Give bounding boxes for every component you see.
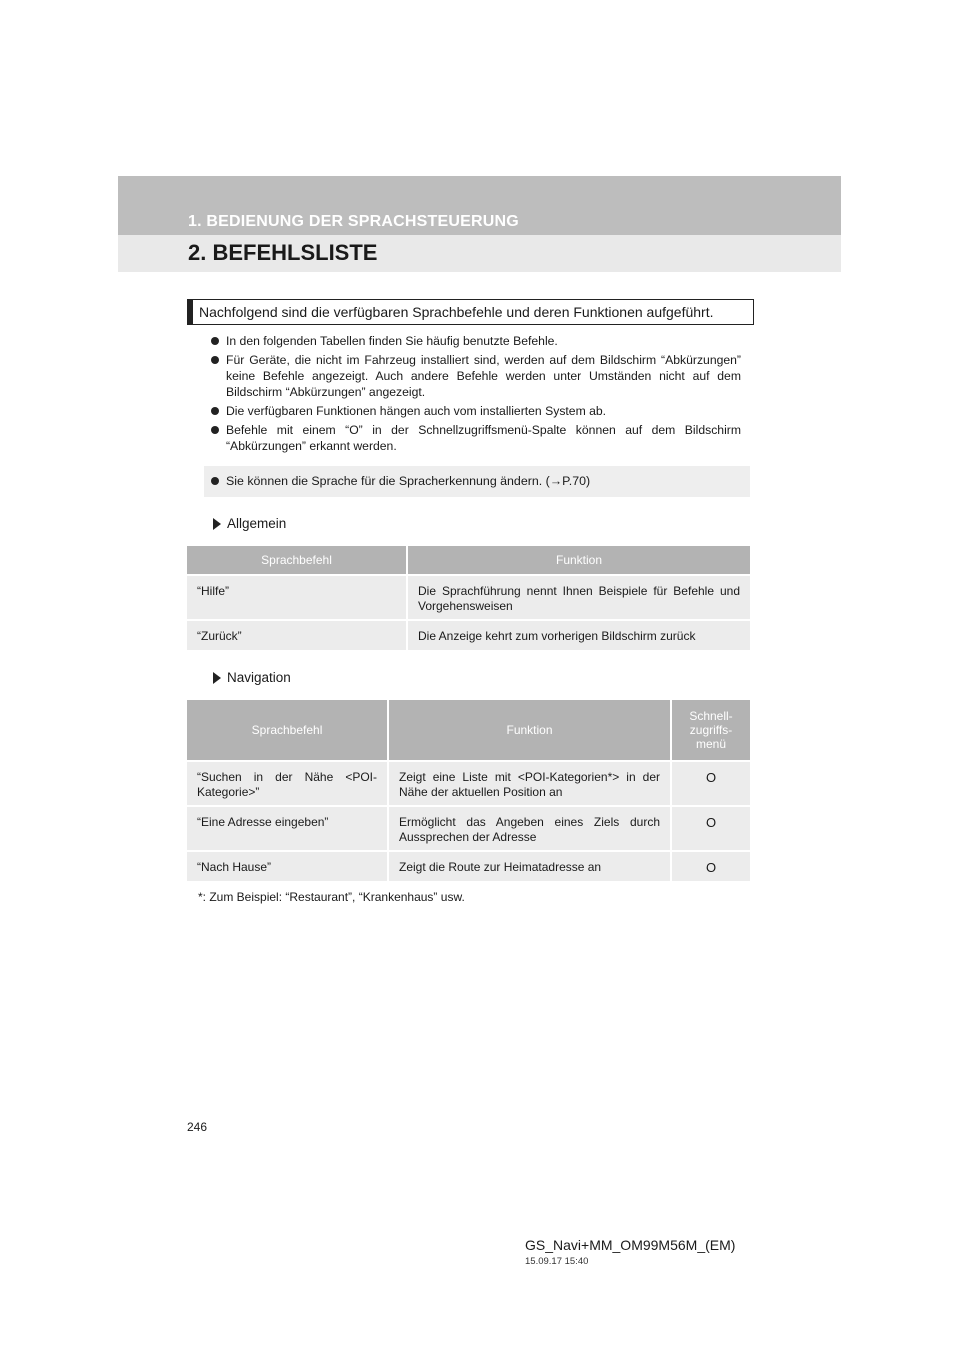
table-row [187, 620, 750, 650]
command-cell: “Suchen in der Nähe <POI-Kategorie>” [187, 761, 388, 806]
table-header-row [187, 700, 750, 761]
bullet-icon [211, 356, 219, 364]
quick-access-mark: O [671, 806, 750, 851]
chapter-title: 1. BEDIENUNG DER SPRACHSTEUERUNG [188, 213, 519, 230]
chapter-header-bar [118, 176, 841, 235]
bullet-item: In den folgenden Tabellen finden Sie häufig benutzte Befehle. [211, 333, 741, 349]
page-number: 246 [187, 1120, 208, 1134]
navigation-commands-table [187, 700, 750, 881]
triangle-icon [213, 518, 221, 530]
subheading-navigation: Navigation [213, 670, 291, 685]
bullet-item: Für Geräte, die nicht im Fahrzeug installiert sind, werden auf dem Bildschirm “Abkürzungen” keine Befehle angezeigt. Auch andere Befehle werden unter Umständen nicht auf dem Bildschirm “Abkürzungen” angezeigt. [211, 352, 741, 400]
function-cell: Zeigt die Route zur Heimatadresse an [388, 851, 671, 881]
function-cell: Die Anzeige kehrt zum vorherigen Bildschirm zurück [407, 620, 750, 650]
subheading-general: Allgemein [213, 516, 286, 531]
bullet-icon [211, 426, 219, 434]
table-header-row [187, 546, 750, 575]
command-cell: “Hilfe” [187, 575, 407, 620]
bullet-list [211, 333, 741, 457]
column-header-command: Sprachbefehl [187, 700, 388, 761]
section-title: 2. BEFEHLSLISTE [188, 240, 378, 265]
intro-box: Nachfolgend sind die verfügbaren Sprachbefehle und deren Funktionen aufgeführt. [187, 299, 754, 325]
column-header-quick-access: Schnell-zugriffs-menü [671, 700, 750, 761]
table-row [187, 851, 750, 881]
command-cell: “Zurück” [187, 620, 407, 650]
bullet-item: Die verfügbaren Funktionen hängen auch vom installierten System ab. [211, 403, 741, 419]
chapter-header [118, 176, 841, 272]
command-cell: “Eine Adresse eingeben” [187, 806, 388, 851]
note-text: Sie können die Sprache für die Spracherkennung ändern. (→P.70) [226, 474, 591, 488]
quick-access-mark: O [671, 851, 750, 881]
table-row [187, 806, 750, 851]
function-cell: Zeigt eine Liste mit <POI-Kategorien*> in der Nähe der aktuellen Position an [388, 761, 671, 806]
function-cell: Ermöglicht das Angeben eines Ziels durch Aussprechen der Adresse [388, 806, 671, 851]
note-box [204, 466, 750, 497]
column-header-command: Sprachbefehl [187, 546, 407, 575]
bullet-icon [211, 407, 219, 415]
function-cell: Die Sprachführung nennt Ihnen Beispiele für Befehle und Vorgehensweisen [407, 575, 750, 620]
bullet-item: Befehle mit einem “O” in der Schnellzugriffsmenü-Spalte können auf dem Bildschirm “Abkürzungen” erkannt werden. [211, 422, 741, 454]
command-cell: “Nach Hause” [187, 851, 388, 881]
bullet-icon [211, 337, 219, 345]
triangle-icon [213, 672, 221, 684]
document-id: GS_Navi+MM_OM99M56M_(EM) [525, 1237, 736, 1253]
quick-access-mark: O [671, 761, 750, 806]
document-date: 15.09.17 15:40 [525, 1256, 589, 1267]
table-row [187, 761, 750, 806]
column-header-function: Funktion [388, 700, 671, 761]
column-header-function: Funktion [407, 546, 750, 575]
general-commands-table [187, 546, 750, 650]
bullet-icon [211, 477, 219, 485]
footnote: *: Zum Beispiel: “Restaurant”, “Krankenhaus” usw. [198, 890, 465, 904]
table-row [187, 575, 750, 620]
